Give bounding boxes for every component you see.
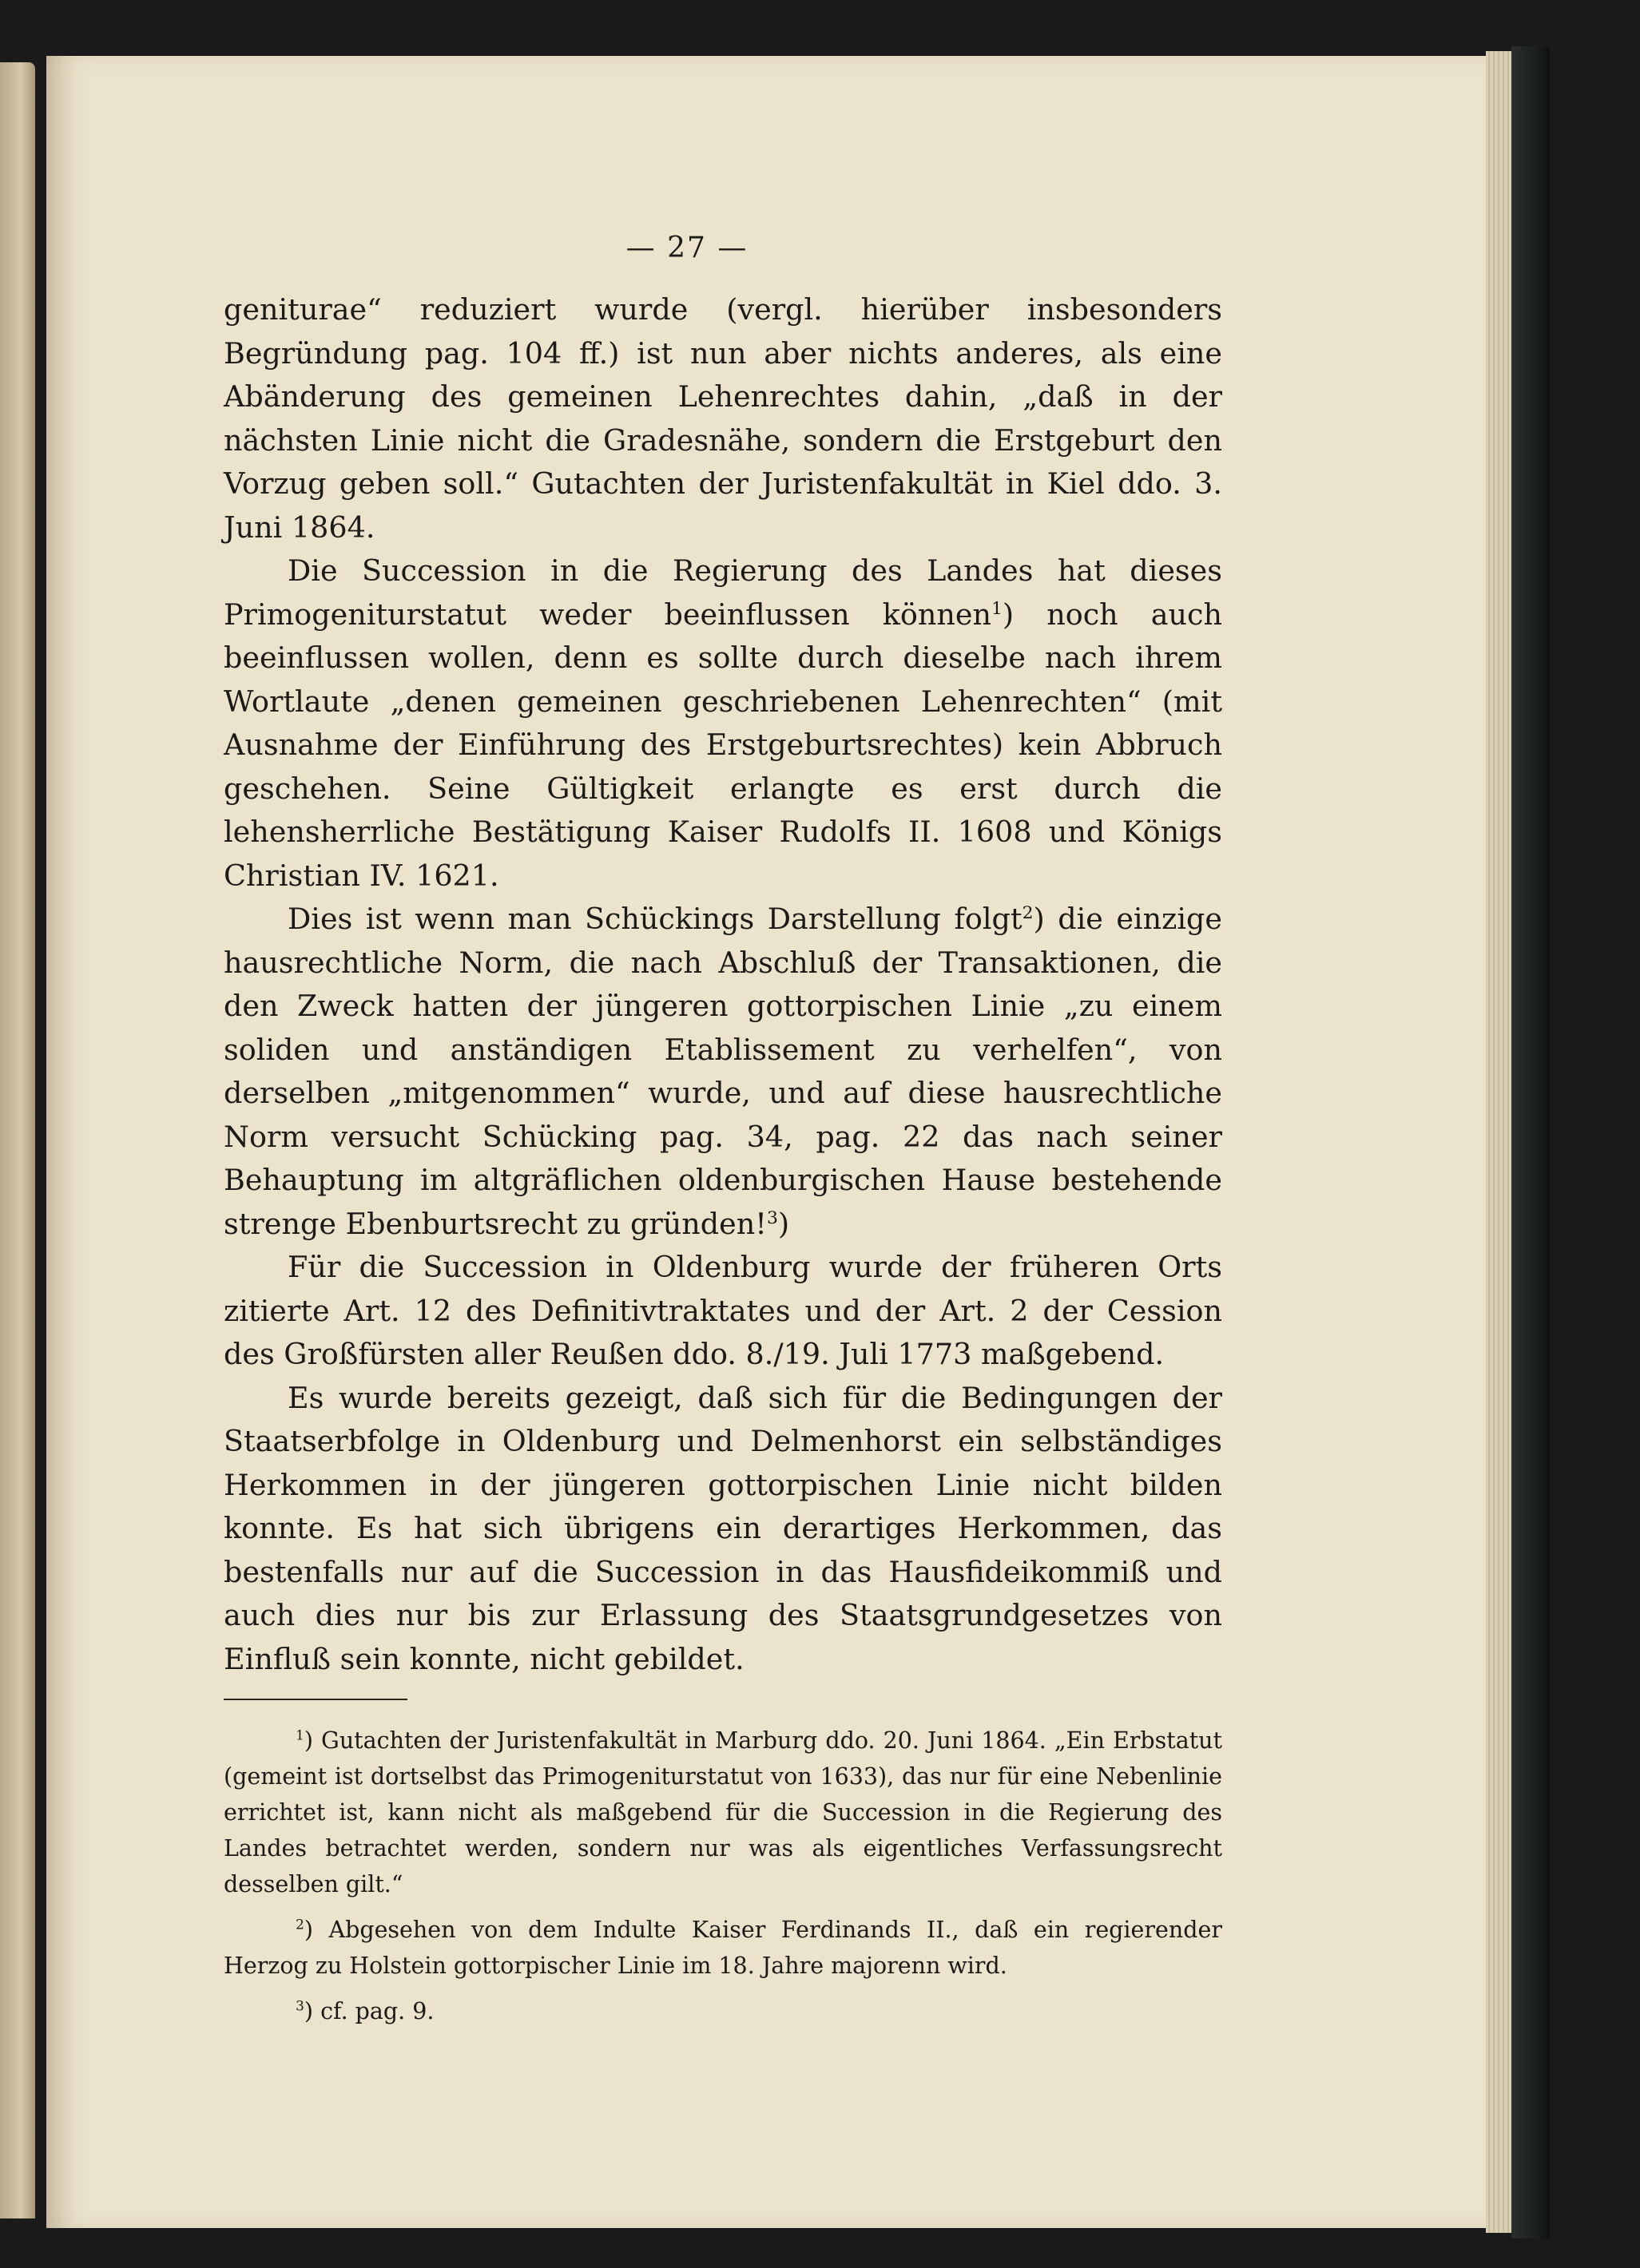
facing-page-edge	[0, 62, 35, 2218]
footnote-ref-2: 2	[1022, 902, 1034, 923]
book-cover-edge	[1511, 46, 1550, 2238]
footnote-2: $^2$) Abgesehen von dem Indulte Kaiser Ferdinands II., daß ein regierender Herzog zu Holstein gottorpischer Linie im 18. Jahre majorenn wird.	[224, 1917, 1222, 1979]
paragraph-2: Die Succession in die Regierung des Landes hat dieses Primogeniturstatut weder beeinflussen können$^1$) noch auch beeinflussen wollen, denn es sollte durch dieselbe nach ihrem Wortlaute „denen gemeinen geschriebenen Lehenrechten“ (mit Ausnahme der Einführung des Erstgeburtsrechtes) kein Abbruch geschehen. Seine Gültigkeit erlangte es erst durch die lehensherrliche Bestätigung Kaiser Rudolfs II. 1608 und Königs Christian IV. 1621.	[224, 553, 1222, 893]
paragraph-5: Es wurde bereits gezeigt, daß sich für die Bedingungen der Staatserbfolge in Oldenburg und Delmenhorst ein selbständiges Herkommen in der jüngeren gottorpischen Linie nicht bilden konnte. Es hat sich übrigens ein derartiges Herkommen, das bestenfalls nur auf die Succession in das Hausfideikommiß und auch dies nur bis zur Erlassung des Staatsgrundgesetzes von Einfluß sein konnte, nicht gebildet.	[224, 1380, 1222, 1676]
footnote-ref-1: 1	[991, 598, 1003, 619]
footnote-divider	[224, 1699, 407, 1700]
footnote-ref-3: 3	[766, 1207, 778, 1228]
footnote-3: $^3$) cf. pag. 9.	[296, 1998, 435, 2024]
footnote-1: $^1$) Gutachten der Juristenfakultät in Marburg ddo. 20. Juni 1864. „Ein Erbstatut (gemeint ist dortselbst das Primogeniturstatut von 1633), das nur für eine Nebenlinie errichtet ist, kann nicht als maßgebend für die Succession in die Regierung des Landes betrachtet werden, sondern nur was als eigentliches Verfassungsrecht desselben gilt.“	[224, 1727, 1222, 1897]
page-number: — 27 —	[625, 232, 749, 264]
paragraph-1: geniturae“ reduziert wurde (vergl. hierüber insbesonders Begründung pag. 104 ff.) ist nun aber nichts anderes, als eine Abänderung des gemeinen Lehenrechtes dahin, „daß in der nächsten Linie nicht die Gradesnähe, sondern die Erstgeburt den Vorzug geben soll.“ Gutachten der Juristenfakultät in Kiel ddo. 3. Juni 1864.	[224, 292, 1222, 545]
page-content	[224, 232, 1222, 2029]
footnotes	[224, 1723, 1222, 2029]
body-text	[224, 288, 1222, 1681]
paragraph-3: Dies ist wenn man Schückings Darstellung folgt$^2$) die einzige hausrechtliche Norm, die nach Abschluß der Transaktionen, die den Zweck hatten der jüngeren gottorpischen Linie „zu einem soliden und anständigen Etablissement zu verhelfen“, von derselben „mitgenommen“ wurde, und auf diese hausrechtliche Norm versucht Schücking pag. 34, pag. 22 das nach seiner Behauptung im altgräflichen oldenburgischen Hause bestehende strenge Ebenburtsrecht zu gründen!$^3$)	[224, 902, 1222, 1241]
page-stack-edge	[1486, 51, 1513, 2233]
paragraph-4: Für die Succession in Oldenburg wurde der früheren Orts zitierte Art. 12 des Definitivtraktates und der Art. 2 der Cession des Großfürsten aller Reußen ddo. 8./19. Juli 1773 maßgebend.	[224, 1250, 1222, 1371]
